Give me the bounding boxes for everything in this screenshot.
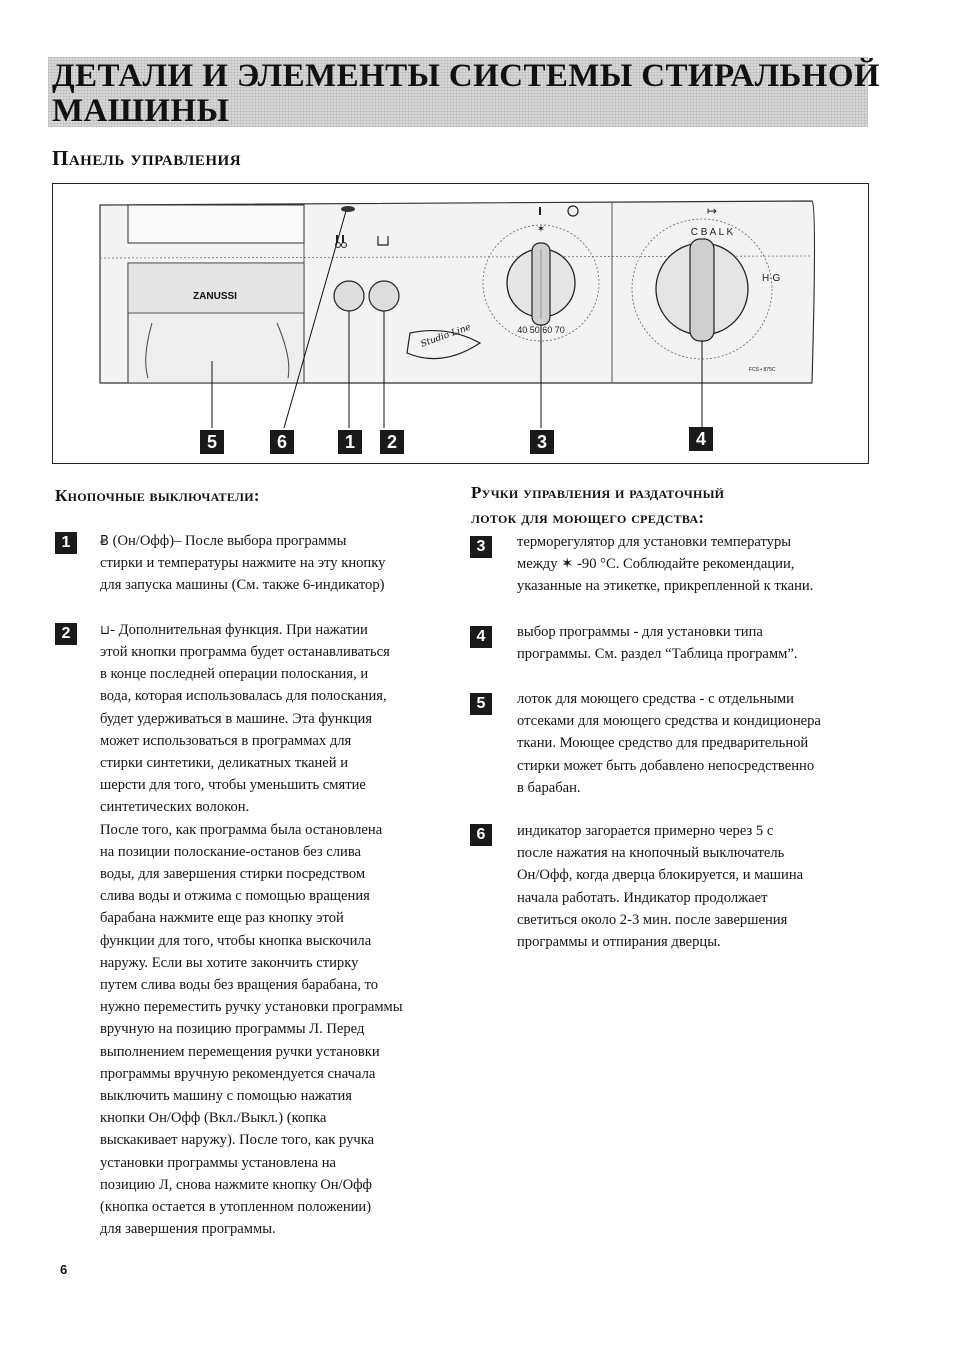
text-line: выключить машину с помощью нажатия [100,1088,352,1104]
page-title-line-1: ДЕТАЛИ И ЭЛЕМЕНТЫ СИСТЕМЫ СТИРАЛЬНОЙ [52,58,880,94]
svg-text:H·G: H·G [762,273,781,284]
text-line: воды, для завершения стирки посредством [100,866,366,882]
item-2-marker: 2 [55,623,77,645]
item-5-marker: 5 [470,693,492,715]
text-line: может использоваться в программах для [100,732,352,749]
text-line: терморегулятор для установки температуры [517,534,792,550]
arrow-right-icon: ↦ [707,204,718,218]
control-panel-illustration [52,183,869,464]
text-line: для завершения программы. [100,1221,276,1238]
text-line: программы. См. раздел “Таблица программ”. [517,646,798,663]
text-line: слива воды и отжима с помощью вращения [100,888,370,905]
text-line: функции для того, чтобы кнопка выскочила [100,932,372,949]
text-line: этой кнопки программа будет останавливаться [100,644,390,660]
text-line: в конце последней операции полоскания, и [100,666,369,683]
text-line: в барабан. [517,779,581,796]
on-off-icon: Ƀ [100,534,109,549]
text-line: барабана нажмите еще раз кнопку этой [100,910,344,927]
item-1-line-1: Ƀ (Он/Офф)– После выбора программы [100,531,346,552]
indicator-lamp [341,206,355,212]
text-line: позицию Л, снова нажмите кнопку Он/Офф [100,1176,372,1193]
rinse-hold-icon: ⊔ [100,623,111,638]
text-line: путем слива воды без вращения барабана, то [100,977,379,993]
text-line: синтетических волокон. [100,799,250,816]
right-section-heading-1: Ручки управления и раздаточный [471,483,725,502]
brand-logo: ZANUSSI [193,291,237,302]
left-section-heading: Кнопочные выключатели: [55,486,260,505]
callout-3: 3 [530,430,554,454]
text-line: шерсти для того, чтобы уменьшить смятие [100,777,366,794]
text-line: кнопки Он/Офф (Вкл./Выкл.) (копка [100,1110,327,1127]
section-subtitle: Панель управления [52,146,242,170]
item-1-line-2: стирки и температуры нажмите на эту кнопку [100,555,386,571]
item-2-line-1: ⊔- Дополнительная функция. При нажатии [100,620,368,641]
svg-text:C B A L K: C B A L K [690,227,734,238]
text-line: После того, как программа была остановлена [100,821,383,838]
text-line: на позиции полоскание-остaнов без слива [100,843,362,860]
text-line: программы вручную рекомендуется сначала [100,1065,376,1082]
item-1-line-3: для запуска машины (См. также 6-индикатор) [100,577,385,593]
svg-text:40 50 60 70: 40 50 60 70 [517,325,565,335]
text-line: лоток для моющего средства - с отдельными [517,691,794,707]
text-line: вода, которая использовалась для полоскания, [100,688,387,705]
text-line: начала работать. Индикатор продолжает [517,889,768,906]
item-4-marker: 4 [470,626,492,648]
text-line: стирки синтетики, деликатных тканей и [100,755,349,771]
text-line: выполнением перемещения ручки установки [100,1043,380,1060]
text-line: отсеками для моющего средства и кондиционера [517,713,821,730]
text-line: после нажатия на кнопочный выключатель [517,845,785,862]
callout-5: 5 [200,430,224,454]
model-label: FCS • 875C [749,367,776,373]
snowflake-icon: ✶ [536,224,546,235]
text-line: индикатор загорается примерно через 5 с [517,823,774,839]
rinse-hold-button[interactable] [369,281,399,311]
text-line: вручную на позицию программы Л. Перед [100,1021,365,1038]
text-line: стирки может быть добавлено непосредственно [517,757,815,774]
text-line: ткани. Моющее средство для предварительной [517,735,809,752]
page-title-line-2: МАШИНЫ [52,93,230,129]
callout-2: 2 [380,430,404,454]
text-line: (кнопка остается в утопленном положении) [100,1199,372,1215]
item-6-marker: 6 [470,824,492,846]
text-line: программы и отпирания дверцы. [517,934,721,950]
on-off-button[interactable] [334,281,364,311]
callout-6: 6 [270,430,294,454]
text-line: между ✶ -90 °С. Соблюдайте рекомендации, [517,556,795,573]
item-1-marker: 1 [55,532,77,554]
text-line: нужно переместить ручку установки программы [100,999,403,1016]
item-3-marker: 3 [470,536,492,558]
text-line: Он/Офф, когда дверца блокируется, и машина [517,867,804,884]
text-line: указанные на этикетке, прикрепленной к ткани. [517,578,814,595]
text-line: выскакивает наружу). После того, как ручка [100,1132,375,1149]
page-number: 6 [60,1262,68,1277]
svg-text:Studio Line: Studio Line [419,322,473,350]
callout-1: 1 [338,430,362,454]
callout-4: 4 [689,427,713,451]
text-line: будет удерживаться в машине. Эта функция [100,710,373,727]
right-section-heading-2: лоток для моющего средства: [471,508,705,527]
text-line: выбор программы - для установки типа [517,624,763,640]
text-line: наружу. Если вы хотите закончить стирку [100,954,359,971]
text-line: установки программы установлена на [100,1154,337,1171]
detergent-drawer [128,205,304,383]
text-line: светиться около 2-3 мин. после завершения [517,911,788,928]
